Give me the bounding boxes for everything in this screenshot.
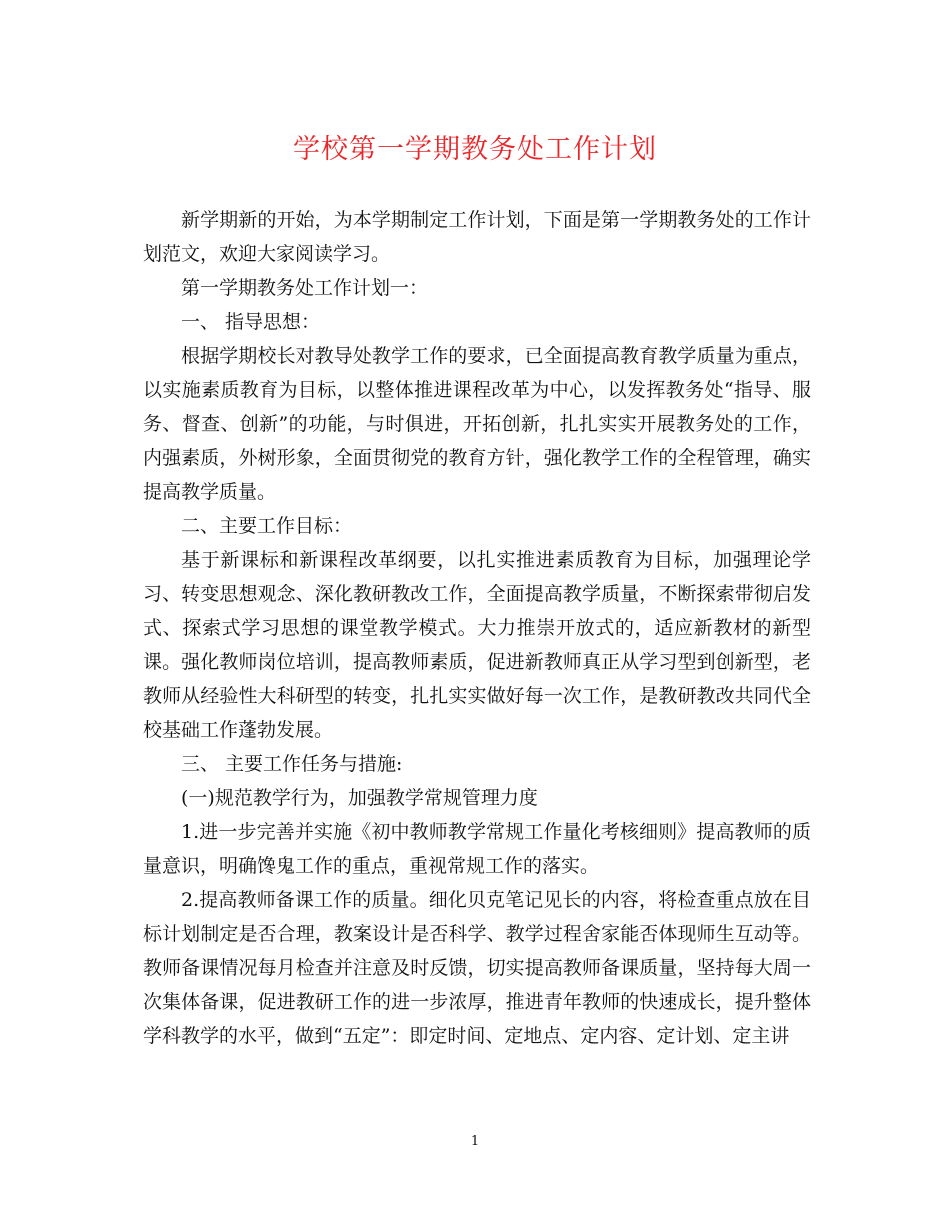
list-item-1: 1.进一步完善并实施《初中教师教学常规工作量化考核细则》提高教师的质量意识，明确馋鬼工作的重点，重视常规工作的落实。 — [143, 821, 811, 877]
list-item-2: 2.提高教师备课工作的质量。细化贝克笔记见长的内容，将检查重点放在目标计划制定是否合理，教案设计是否科学、教学过程舍家能否体现师生互动等。教师备课情况每月检查并注意及时反馈，切实提高教师备课质量，坚持每大周一次集体备课，促进教研工作的进一步浓厚，推进青年教师的快速成长，提升整体学科教学的水平，做到“五定”：即定时间、定地点、定内容、定计划、定主讲 — [143, 889, 811, 1047]
document-title: 学校第一学期教务处工作计划 — [293, 134, 657, 165]
document-body — [143, 203, 811, 1053]
paragraph-main-goals: 基于新课标和新课程改革纲要，以扎实推进素质教育为目标，加强理论学习、转变思想观念、深化教研教改工作，全面提高教学质量，不断探索带彻启发式、探索式学习思想的课堂教学模式。大力推崇开放式的，适应新教材的新型课。强化教师岗位培训，提高教师素质，促进新教师真正从学习型到创新型，老教师从经验性大科研型的转变，扎扎实实做好每一次工作，是教研教改共同代全校基础工作蓬勃发展。 — [143, 549, 811, 741]
section-heading-guiding-ideology: 一、 指导思想： — [181, 311, 321, 333]
section-heading-main-goals: 二、主要工作目标： — [181, 515, 353, 537]
subsection-heading-regulate-teaching: (一)规范教学行为，加强教学常规管理力度 — [181, 787, 538, 809]
paragraph-intro: 新学期新的开始，为本学期制定工作计划，下面是第一学期教务处的工作计划范文，欢迎大家阅读学习。 — [143, 209, 811, 265]
paragraph-plan-heading: 第一学期教务处工作计划一： — [181, 277, 429, 299]
page-number: 1 — [470, 1134, 480, 1149]
section-heading-tasks-measures: 三、 主要工作任务与措施: — [181, 753, 403, 775]
paragraph-guiding-ideology: 根据学期校长对教导处教学工作的要求，已全面提高教育教学质量为重点，以实施素质教育为目标，以整体推进课程改革为中心，以发挥教务处“指导、服务、督查、创新”的功能，与时俱进，开拓创新，扎扎实实开展教务处的工作，内强素质，外树形象，全面贯彻党的教育方针，强化教学工作的全程管理，确实提高教学质量。 — [143, 345, 811, 503]
